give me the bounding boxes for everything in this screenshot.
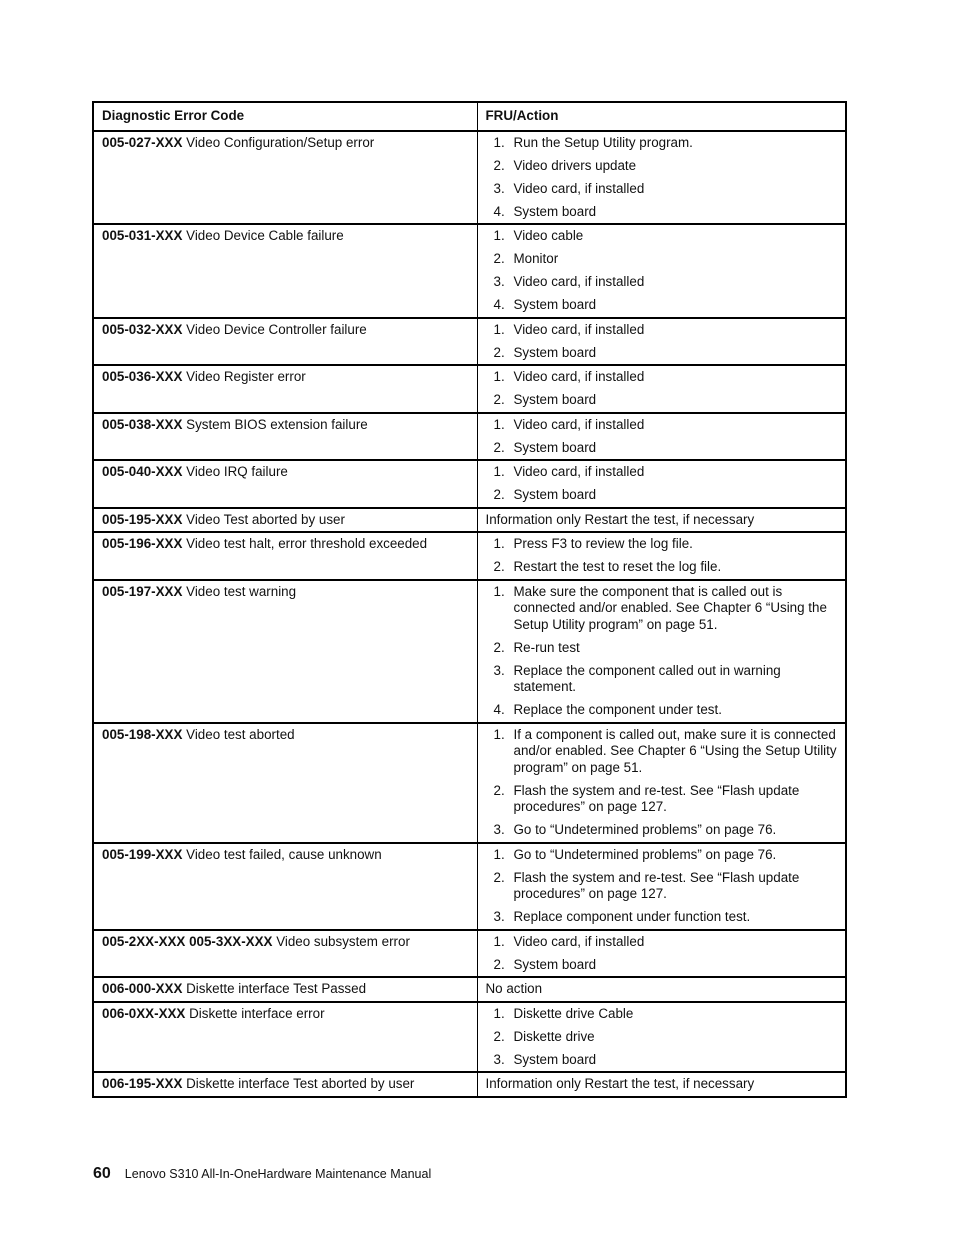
- fru-action-cell: [477, 977, 846, 1002]
- list-number: 1.: [493, 416, 505, 432]
- fru-action-text: Replace component under function test.: [513, 909, 751, 924]
- fru-action-cell: [477, 508, 846, 533]
- fru-action-text: Video card, if installed: [513, 369, 645, 384]
- list-number: 3.: [493, 1051, 505, 1067]
- fru-action-text: Video card, if installed: [513, 274, 645, 289]
- fru-action-list: [486, 727, 839, 839]
- error-code: 005-040-XXX: [102, 464, 183, 479]
- table-row: [93, 365, 846, 413]
- table-row: [93, 532, 846, 580]
- error-code: 005-197-XXX: [102, 583, 183, 599]
- fru-action-item: [486, 251, 839, 268]
- fru-action-item: [486, 1006, 839, 1023]
- fru-action-item: [486, 345, 839, 362]
- table-row: [93, 977, 846, 1002]
- fru-action-item: [486, 822, 839, 839]
- list-number: 1.: [493, 369, 505, 384]
- list-number: 2.: [493, 639, 505, 655]
- header-diagnostic-error-code: Diagnostic Error Code: [93, 102, 477, 131]
- error-code: 005-199-XXX: [102, 846, 183, 862]
- fru-action-item: [486, 1029, 839, 1046]
- fru-action-cell: [477, 1072, 846, 1097]
- fru-action-text: System board: [513, 439, 597, 455]
- table-row: [93, 508, 846, 533]
- error-code-cell: [93, 977, 477, 1002]
- fru-action-item: [486, 181, 839, 198]
- fru-action-list: [486, 934, 839, 974]
- table-row: [93, 580, 846, 723]
- error-description: Video IRQ failure: [186, 464, 288, 479]
- fru-action-text: Video drivers update: [513, 157, 637, 173]
- error-code: 005-027-XXX: [102, 134, 183, 150]
- error-code-cell: [93, 532, 477, 580]
- fru-action-text: Run the Setup Utility program.: [513, 134, 693, 150]
- error-description: Video Test aborted by user: [186, 511, 345, 527]
- fru-action-text: System board: [513, 297, 597, 312]
- fru-action-cell: [477, 413, 846, 461]
- error-code-cell: [93, 131, 477, 225]
- fru-action-text: System board: [513, 203, 597, 219]
- fru-action-text: Flash the system and re-test. See “Flash update procedures” on page 127.: [513, 782, 800, 814]
- error-code-cell: [93, 1002, 477, 1073]
- table-row: [93, 843, 846, 930]
- fru-action-text: Information only Restart the test, if necessary: [485, 511, 755, 527]
- manual-title: Lenovo S310 All-In-OneHardware Maintenance Manual: [124, 1167, 432, 1181]
- error-code-cell: [93, 843, 477, 930]
- list-number: 2.: [493, 344, 505, 360]
- fru-action-text: Make sure the component that is called out is connected and/or enabled. See Chapter 6 “Using the Setup Utility program” on page 51.: [513, 583, 827, 632]
- fru-action-item: [486, 204, 839, 221]
- list-number: 1.: [493, 933, 505, 949]
- fru-action-cell: [477, 723, 846, 843]
- fru-action-cell: [477, 365, 846, 413]
- table-row: [93, 723, 846, 843]
- fru-action-text: System board: [513, 956, 597, 972]
- fru-action-list: [486, 536, 839, 576]
- error-code: 005-198-XXX: [102, 726, 183, 742]
- fru-action-item: [486, 487, 839, 504]
- fru-action-text: Diskette drive Cable: [513, 1005, 634, 1021]
- fru-action-cell: [477, 1002, 846, 1073]
- page-footer: [93, 1165, 431, 1183]
- list-number: 2.: [493, 157, 505, 173]
- fru-action-list: [486, 584, 839, 719]
- table-header: [93, 102, 846, 131]
- error-description: System BIOS extension failure: [186, 416, 368, 432]
- fru-action-text: Video cable: [513, 228, 584, 243]
- list-number: 1.: [493, 134, 505, 150]
- error-code: 005-195-XXX: [102, 511, 183, 527]
- fru-action-item: [486, 322, 839, 339]
- fru-action-cell: [477, 580, 846, 723]
- error-code-cell: [93, 413, 477, 461]
- list-number: 1.: [493, 228, 505, 243]
- fru-action-item: [486, 1052, 839, 1069]
- error-description: Video test failed, cause unknown: [186, 846, 382, 862]
- fru-action-cell: [477, 460, 846, 508]
- table-row: [93, 460, 846, 508]
- fru-action-item: [486, 297, 839, 314]
- error-code-cell: [93, 318, 477, 366]
- list-number: 4.: [493, 297, 505, 312]
- fru-action-text: Flash the system and re-test. See “Flash update procedures” on page 127.: [513, 869, 800, 901]
- fru-action-item: [486, 464, 839, 481]
- fru-action-cell: [477, 843, 846, 930]
- fru-action-item: [486, 228, 839, 245]
- error-code: 005-038-XXX: [102, 416, 183, 432]
- error-description: Video Device Cable failure: [186, 228, 344, 243]
- error-code: 005-031-XXX: [102, 228, 183, 243]
- error-code-cell: [93, 365, 477, 413]
- fru-action-text: Information only Restart the test, if necessary: [485, 1076, 755, 1091]
- fru-action-text: Video card, if installed: [513, 416, 645, 432]
- list-number: 4.: [493, 203, 505, 219]
- fru-action-text: Go to “Undetermined problems” on page 76.: [513, 846, 777, 862]
- error-code-cell: [93, 930, 477, 978]
- error-description: Video subsystem error: [276, 933, 410, 949]
- fru-action-cell: [477, 224, 846, 318]
- fru-action-item: [486, 536, 839, 553]
- fru-action-item: [486, 727, 839, 777]
- fru-action-item: [486, 640, 839, 657]
- fru-action-list: [486, 228, 839, 314]
- list-number: 1.: [493, 846, 505, 862]
- error-description: Video test warning: [186, 583, 297, 599]
- fru-action-text: Video card, if installed: [513, 321, 645, 337]
- list-number: 1.: [493, 321, 505, 337]
- fru-action-text: Replace the component under test.: [513, 702, 722, 717]
- fru-action-text: System board: [513, 487, 597, 502]
- table-row: [93, 930, 846, 978]
- fru-action-item: [486, 440, 839, 457]
- list-number: 4.: [493, 702, 505, 717]
- list-number: 2.: [493, 782, 505, 798]
- table-row: [93, 318, 846, 366]
- list-number: 3.: [493, 274, 505, 289]
- list-number: 2.: [493, 251, 505, 266]
- error-description: Video test aborted: [186, 726, 295, 742]
- fru-action-list: [486, 417, 839, 457]
- error-code-cell: [93, 1072, 477, 1097]
- fru-action-item: [486, 847, 839, 864]
- fru-action-item: [486, 158, 839, 175]
- fru-action-text: Replace the component called out in warning statement.: [513, 662, 781, 694]
- page-number: 60: [93, 1165, 111, 1182]
- fru-action-list: [486, 464, 839, 504]
- error-description: Diskette interface Test aborted by user: [186, 1076, 415, 1091]
- header-row: [93, 102, 846, 131]
- fru-action-text: Restart the test to reset the log file.: [513, 559, 722, 574]
- list-number: 3.: [493, 662, 505, 678]
- error-code: 006-000-XXX: [102, 981, 183, 996]
- table-row: [93, 1072, 846, 1097]
- error-description: Video Register error: [186, 369, 306, 384]
- error-description: Diskette interface Test Passed: [186, 981, 367, 996]
- fru-action-list: [486, 369, 839, 409]
- fru-action-item: [486, 417, 839, 434]
- fru-action-list: [486, 135, 839, 221]
- fru-action-text: System board: [513, 1051, 597, 1067]
- list-number: 2.: [493, 1028, 505, 1044]
- list-number: 1.: [493, 464, 505, 479]
- fru-action-cell: [477, 318, 846, 366]
- table-row: [93, 131, 846, 225]
- error-code: 005-032-XXX: [102, 321, 183, 337]
- table-body: [93, 131, 846, 1097]
- fru-action-item: [486, 663, 839, 696]
- error-code-cell: [93, 580, 477, 723]
- list-number: 3.: [493, 822, 505, 837]
- fru-action-text: Re-run test: [513, 639, 580, 655]
- fru-action-list: [486, 1006, 839, 1069]
- fru-action-item: [486, 135, 839, 152]
- fru-action-item: [486, 870, 839, 903]
- fru-action-text: Video card, if installed: [513, 933, 645, 949]
- error-code-cell: [93, 224, 477, 318]
- error-description: Video Device Controller failure: [186, 321, 367, 337]
- fru-action-text: Monitor: [513, 251, 559, 266]
- table-row: [93, 1002, 846, 1073]
- error-code-cell: [93, 508, 477, 533]
- list-number: 2.: [493, 439, 505, 455]
- fru-action-item: [486, 702, 839, 719]
- fru-action-text: Video card, if installed: [513, 464, 645, 479]
- error-code: 005-036-XXX: [102, 369, 183, 384]
- fru-action-item: [486, 934, 839, 951]
- list-number: 2.: [493, 392, 505, 407]
- list-number: 3.: [493, 180, 505, 196]
- fru-action-text: System board: [513, 344, 597, 360]
- error-code: 005-2XX-XXX 005-3XX-XXX: [102, 933, 273, 949]
- fru-action-text: Press F3 to review the log file.: [513, 536, 693, 551]
- list-number: 2.: [493, 487, 505, 502]
- list-number: 3.: [493, 909, 505, 924]
- fru-action-cell: [477, 930, 846, 978]
- list-number: 1.: [493, 1005, 505, 1021]
- error-code: 005-196-XXX: [102, 536, 183, 551]
- fru-action-item: [486, 559, 839, 576]
- fru-action-text: Diskette drive: [513, 1028, 595, 1044]
- error-code: 006-195-XXX: [102, 1076, 183, 1091]
- fru-action-item: [486, 584, 839, 634]
- error-code-cell: [93, 723, 477, 843]
- error-description: Video Configuration/Setup error: [186, 134, 375, 150]
- header-fru-action: FRU/Action: [477, 102, 846, 131]
- list-number: 2.: [493, 869, 505, 885]
- fru-action-list: [486, 847, 839, 926]
- fru-action-text: No action: [485, 981, 543, 996]
- fru-action-item: [486, 957, 839, 974]
- list-number: 1.: [493, 583, 505, 599]
- error-description: Diskette interface error: [189, 1005, 325, 1021]
- fru-action-item: [486, 392, 839, 409]
- fru-action-cell: [477, 131, 846, 225]
- list-number: 2.: [493, 956, 505, 972]
- fru-action-item: [486, 369, 839, 386]
- error-code: 006-0XX-XXX: [102, 1005, 186, 1021]
- fru-action-list: [486, 322, 839, 362]
- table-row: [93, 413, 846, 461]
- fru-action-text: Video card, if installed: [513, 180, 645, 196]
- fru-action-text: System board: [513, 392, 597, 407]
- table-row: [93, 224, 846, 318]
- fru-action-text: If a component is called out, make sure it is connected and/or enabled. See Chapter 6 “Using the Setup Utility program” on page 51.: [513, 726, 837, 775]
- diagnostic-error-table: [92, 101, 847, 1098]
- list-number: 1.: [493, 726, 505, 742]
- fru-action-item: [486, 274, 839, 291]
- error-description: Video test halt, error threshold exceeded: [186, 536, 428, 551]
- fru-action-cell: [477, 532, 846, 580]
- error-code-cell: [93, 460, 477, 508]
- fru-action-text: Go to “Undetermined problems” on page 76.: [513, 822, 777, 837]
- list-number: 1.: [493, 536, 505, 551]
- fru-action-item: [486, 909, 839, 926]
- fru-action-item: [486, 783, 839, 816]
- list-number: 2.: [493, 559, 505, 574]
